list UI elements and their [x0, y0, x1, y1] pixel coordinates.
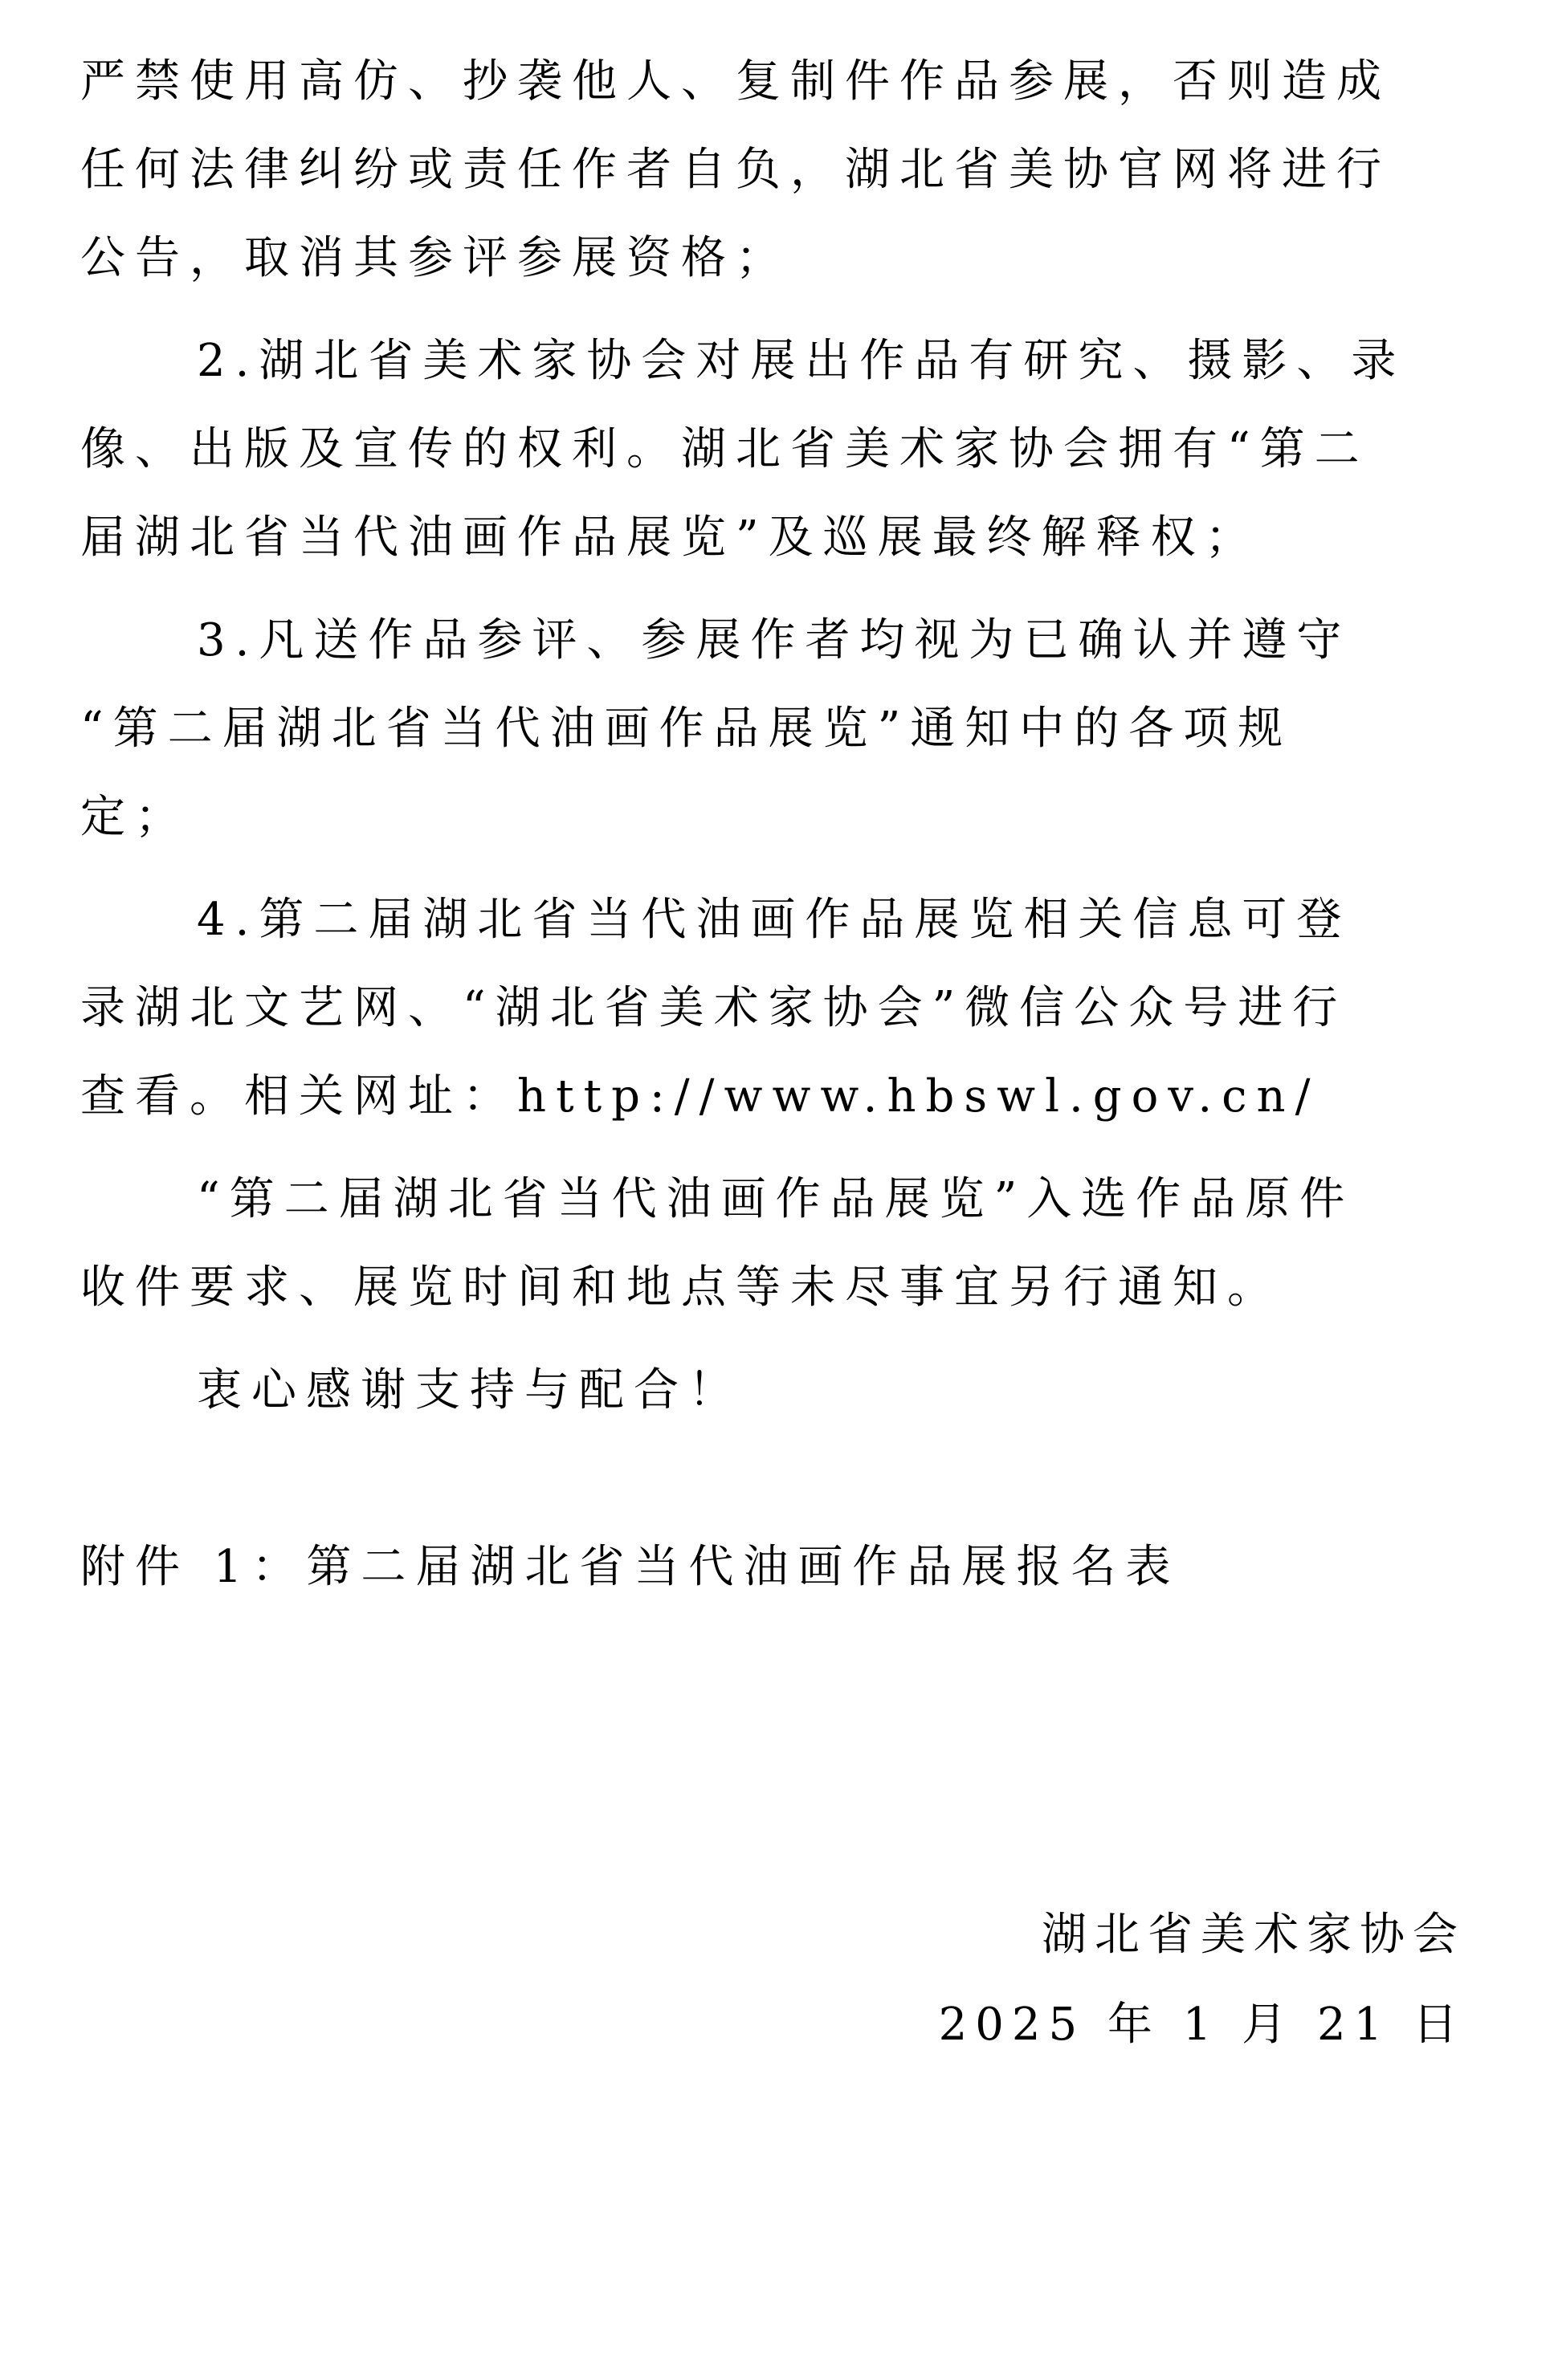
- signature-date: 2025 年 1 月 21 日: [938, 1999, 1466, 2051]
- body-line-12: 查看。相关网址：http://www.hbswl.gov.cn/: [80, 1070, 1320, 1123]
- body-line-8: “第二届湖北省当代油画作品展览”通知中的各项规: [80, 703, 1293, 755]
- closing-line: 衷心感谢支持与配合！: [197, 1364, 743, 1416]
- body-line-6: 届湖北省当代油画作品展览”及巡展最终解释权；: [80, 511, 1260, 564]
- body-line-10: 4.第二届湖北省当代油画作品展览相关信息可登: [197, 894, 1352, 946]
- body-line-1: 严禁使用高仿、抄袭他人、复制件作品参展，否则造成: [80, 55, 1391, 108]
- body-line-5: 像、出版及宣传的权利。湖北省美术家协会拥有“第二: [80, 423, 1369, 475]
- body-line-13: “第二届湖北省当代油画作品展览”入选作品原件: [197, 1173, 1355, 1225]
- body-line-14: 收件要求、展览时间和地点等未尽事宜另行通知。: [80, 1261, 1282, 1314]
- body-line-7: 3.凡送作品参评、参展作者均视为已确认并遵守: [197, 614, 1352, 666]
- body-line-2: 任何法律纠纷或责任作者自负，湖北省美协官网将进行: [80, 144, 1391, 196]
- body-line-9: 定；: [80, 791, 190, 843]
- attachment-line: 附件 1：第二届湖北省当代油画作品展报名表: [80, 1541, 1181, 1593]
- body-line-11: 录湖北文艺网、“湖北省美术家协会”微信公众号进行: [80, 982, 1348, 1034]
- body-line-4: 2.湖北省美术家协会对展出作品有研究、摄影、录: [197, 335, 1406, 387]
- body-line-3: 公告，取消其参评参展资格；: [80, 232, 790, 284]
- signature-org: 湖北省美术家协会: [1042, 1909, 1466, 1961]
